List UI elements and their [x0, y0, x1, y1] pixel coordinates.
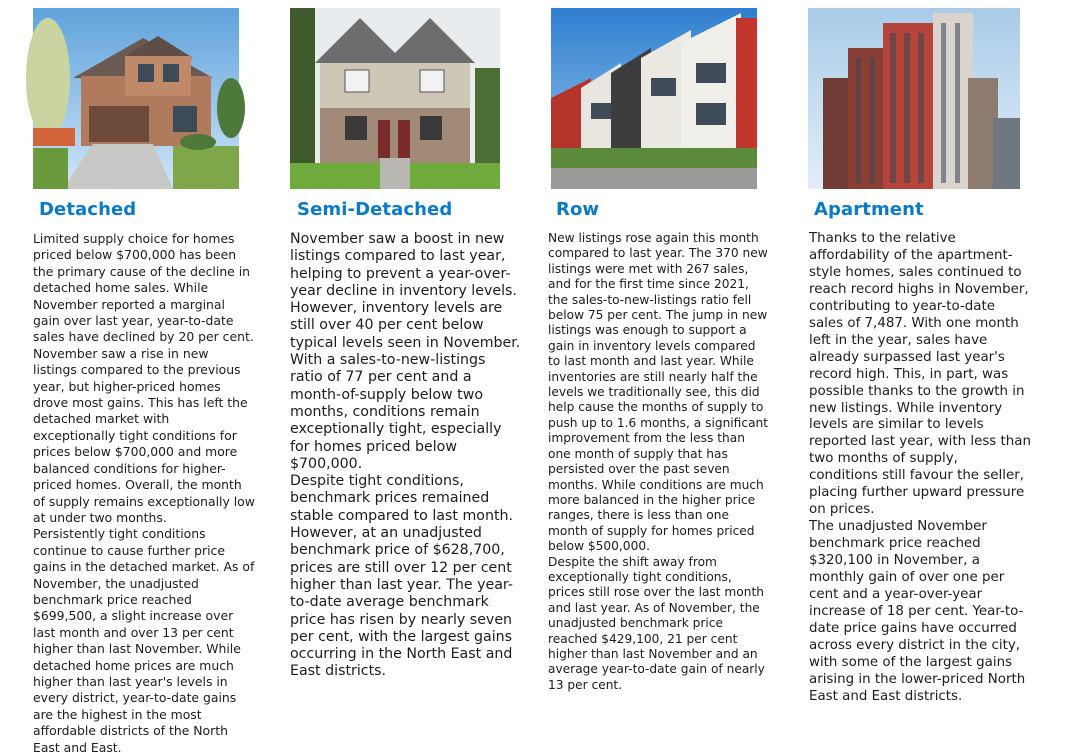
semi-detached-paragraph: Despite tight conditions, benchmark prices remained stable compared to last month. However, at an unadjusted benchmark price of $628,700, prices are still over 12 per cent higher than last year. The year-to-date average benchmark price has risen by nearly seven per cent, with the largest gains occurring in the North East and East districts. — [290, 473, 514, 680]
detached-paragraph: Limited supply choice for homes priced below $700,000 has been the primary cause of the decline in detached home sales. While November reported a marginal gain over last year, year-to-date sales have declined by 20 per cent. November saw a rise in new listings compared to the previous year, but higher-priced homes drove most gains. This has left the detached market with exceptionally tight conditions for prices below $700,000 and more balanced conditions for higher-priced homes. Overall, the month of supply remains exceptionally low at under two months. — [33, 231, 255, 525]
semi-detached-heading: Semi-Detached — [297, 199, 453, 220]
detached-house-photo — [33, 8, 239, 189]
row-paragraph: Despite the shift away from exceptionally tight conditions, prices still rose over the last month and last year. As of November, the unadjusted benchmark price reached $429,100, 21 per cent higher than last November and an average year-to-date gain of nearly 13 per cent. — [548, 554, 765, 692]
apartment-body — [809, 231, 1031, 706]
semi-detached-house-photo — [290, 8, 500, 189]
detached-body — [33, 231, 255, 756]
row-body — [548, 231, 770, 693]
semi-detached-body — [290, 231, 522, 681]
semi-detached-paragraph: November saw a boost in new listings compared to last year, helping to prevent a year-over-year decline in inventory levels. However, inventory levels are still over 40 per cent below typical levels seen in November. With a sales-to-new-listings ratio of 77 per cent and a month-of-supply below two months, conditions remain exceptionally tight, especially for homes priced below $700,000. — [290, 231, 521, 472]
row-heading: Row — [556, 199, 600, 220]
apartment-tower-photo — [808, 8, 1020, 189]
row-paragraph: New listings rose again this month compared to last year. The 370 new listings were met with 267 sales, and for the first time since 2021, the sales-to-new-listings ratio fell below 75 per cent. The jump in new listings was enough to support a gain in inventory levels compared to last month and last year. While inventories are still nearly half the levels we traditionally see, this did help cause the months of supply to push up to 1.6 months, a significant improvement from the less than one month of supply that has persisted over the past seven months. While conditions are much more balanced in the higher price ranges, there is less than one month of supply for homes priced below $500,000. — [548, 231, 769, 554]
apartment-heading: Apartment — [814, 199, 924, 220]
row-townhouse-photo — [551, 8, 757, 189]
apartment-paragraph: The unadjusted November benchmark price reached $320,100 in November, a monthly gain of over one per cent and a year-over-year increase of 18 per cent. Year-to-date price gains have occurred across every district in the city, with some of the largest gains arising in the lower-priced North East and East districts. — [809, 519, 1026, 704]
apartment-paragraph: Thanks to the relative affordability of the apartment-style homes, sales continued to reach record highs in November, contributing to year-to-date sales of 7,487. With one month left in the year, sales have already surpassed last year's record high. This, in part, was possible thanks to the growth in new listings. While inventory levels are similar to levels reported last year, with less than two months of supply, conditions still favour the seller, placing further upward pressure on prices. — [809, 231, 1031, 518]
detached-heading: Detached — [39, 199, 137, 220]
detached-paragraph: Persistently tight conditions continue to cause further price gains in the detached market. As of November, the unadjusted benchmark price reached $699,500, a slight increase over last month and over 13 per cent higher than last November. While detached home prices are much higher than last year's levels in every district, year-to-date gains are the highest in the most affordable districts of the North East and East. — [33, 526, 255, 755]
